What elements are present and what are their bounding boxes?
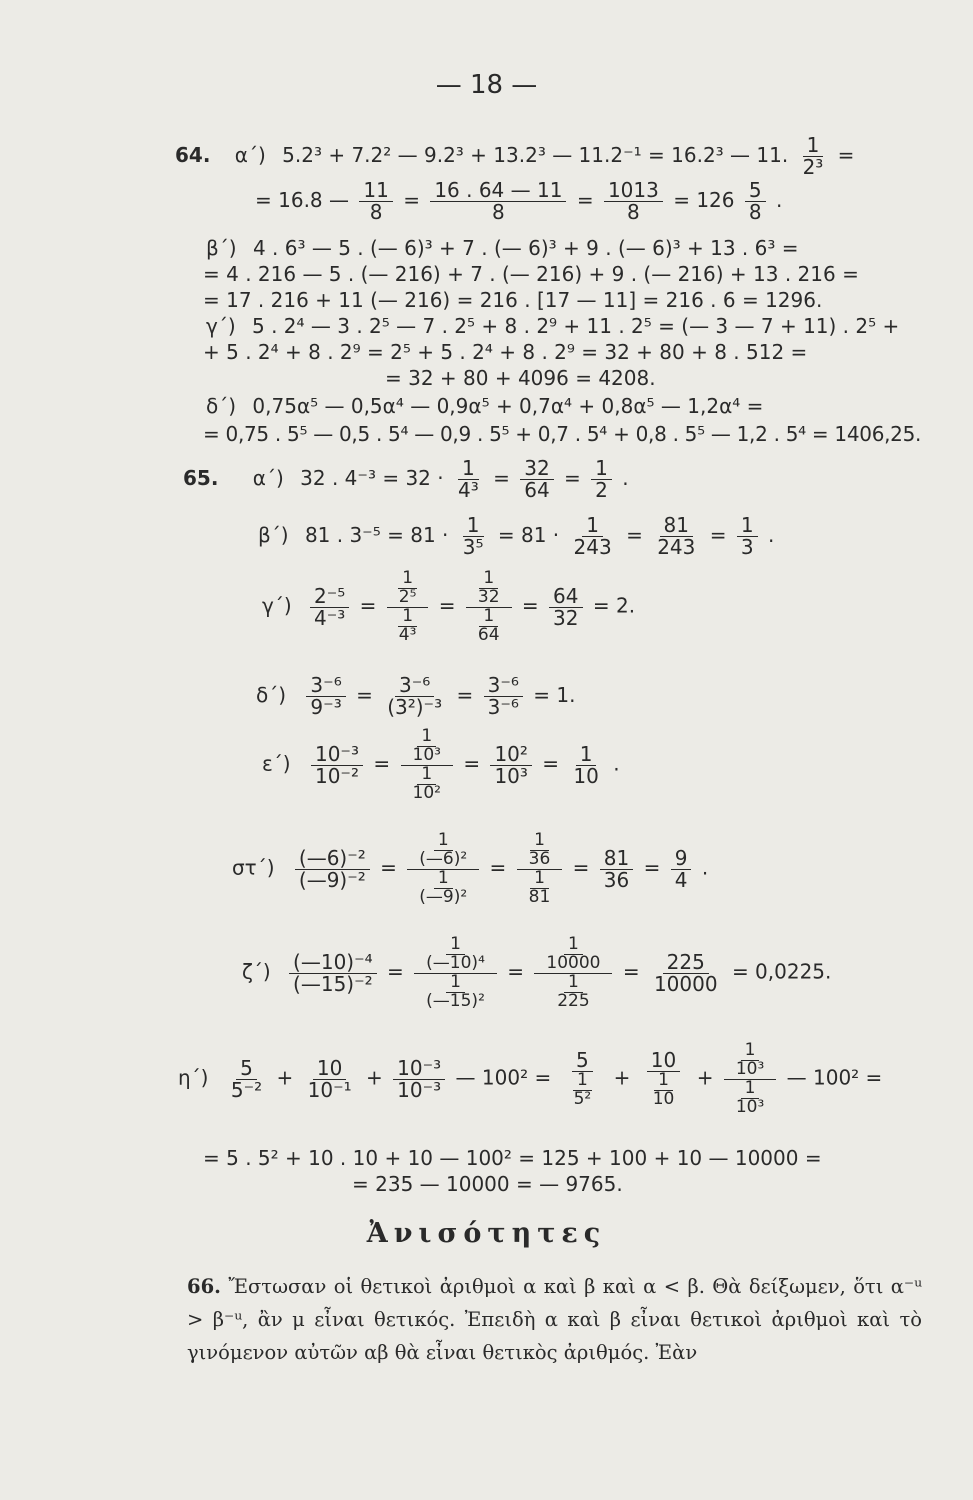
fraction: $\frac{16 . 64 — 11}{8}$ (430, 180, 566, 223)
fraction: $\frac{81}{243}$ (657, 513, 696, 559)
problem-number: 65. (183, 466, 219, 490)
equation-text: = 1. (533, 683, 576, 707)
p65-e: ε΄) $\frac{\text{10⁻³}}{\text{10⁻²}}$ = $\frac{\frac{1}{\text{10³}}}{\frac{1}{\text{10²}}}$ = $\frac{\text{10²}}{\text{10³}}$ = $\frac{1}{10}$ . (262, 726, 620, 803)
fraction: $\frac{\text{2⁻⁵}}{\text{4⁻³}}$ (310, 586, 349, 629)
equation-text: = 2. (592, 593, 636, 618)
fraction: $\frac{\text{3⁻⁶}}{\text{9⁻³}}$ (306, 675, 345, 718)
part-label: ζ΄) (242, 959, 271, 984)
p64-b-line2: = 4 . 216 — 5 . (— 216) + 7 . (— 216) + 9 . (— 216) + 13 . 216 = (203, 262, 859, 286)
p64-a-line1 (175, 135, 854, 178)
fraction: $\frac{\text{(—6)⁻²}}{\text{(—9)⁻²}}$ (295, 848, 370, 891)
part-label: δ΄) (206, 394, 237, 418)
part-label: α΄) (252, 466, 284, 490)
section-heading: Ἀνισότητες (366, 1218, 607, 1249)
fraction: $\frac{1}{\text{2³}}$ (802, 133, 824, 179)
equation-text: = (837, 143, 855, 167)
equation-text: = 81 · (497, 523, 560, 547)
page-number: — 18 — (435, 70, 538, 100)
fraction: $\frac{1}{\text{3⁵}}$ (462, 513, 484, 559)
fraction: $\frac{81}{36}$ (600, 848, 633, 891)
compound-fraction: $\frac{\frac{1}{\text{2⁵}}}{\frac{1}{\text{4³}}}$ (387, 570, 429, 644)
compound-fraction: $\frac{\frac{1}{36}}{\frac{1}{81}}$ (517, 832, 563, 906)
part-label: β΄) (206, 236, 237, 260)
fraction: $\frac{1}{2}$ (591, 458, 612, 501)
fraction: $\frac{\text{(—10)⁻⁴}}{\text{(—15)⁻²}}$ (289, 952, 377, 995)
fraction: $\frac{1}{\text{4³}}$ (457, 456, 479, 502)
fraction: $\frac{\text{3⁻⁶}}{\text{(3²)⁻³}}$ (387, 673, 443, 719)
fraction: $\frac{11}{8}$ (359, 180, 392, 223)
part-label: δ΄) (256, 683, 287, 707)
compound-fraction: $\frac{10}{\frac{1}{10}}$ (641, 1050, 687, 1109)
part-label: α΄) (234, 143, 266, 167)
compound-fraction: $\frac{\frac{1}{\text{10³}}}{\frac{1}{\text{10²}}}$ (401, 728, 453, 802)
p64-d-line1 (206, 394, 763, 418)
equation-text: = (403, 188, 420, 212)
fraction: $\frac{1}{3}$ (737, 515, 758, 558)
part-label: η΄) (178, 1065, 209, 1090)
compound-fraction: $\frac{5}{\frac{1}{\text{5²}}}$ (573, 1047, 592, 1109)
fraction: $\frac{5}{\text{5⁻²}}$ (230, 1055, 263, 1102)
equation-text: 4 . 6³ — 5 . (— 6)³ + 7 . (— 6)³ + 9 . (— 6)³ + 13 . 6³ = (252, 236, 799, 260)
equation-text: = 126 (673, 188, 735, 212)
fraction: $\frac{64}{32}$ (549, 586, 582, 629)
p65-h-line3: = 235 — 10000 = — 9765. (352, 1172, 623, 1196)
p64-b-line1 (206, 236, 799, 260)
equation-text: 0,75α⁵ — 0,5α⁴ — 0,9α⁵ + 0,7α⁴ + 0,8α⁵ — 1,2α⁴ = (252, 394, 764, 418)
part-label: γ΄) (262, 593, 292, 618)
problem-number: 66. (187, 1275, 221, 1298)
compound-fraction: $\frac{\frac{1}{32}}{\frac{1}{64}}$ (466, 570, 512, 644)
p64-c-line3: = 32 + 80 + 4096 = 4208. (385, 366, 656, 390)
equation-text: 81 . 3⁻⁵ = 81 · (304, 523, 449, 547)
p65-st: στ΄) $\frac{\text{(—6)⁻²}}{\text{(—9)⁻²}}$ = $\frac{\frac{1}{\text{(—6)²}}}{\frac{1}{\text{(—9)²}}}$ = $\frac{\frac{1}{36}}{\frac{1}{81}}$ = $\frac{81}{36}$ = $\frac{9}{4}$ . (232, 830, 709, 907)
fraction: $\frac{1}{243}$ (573, 513, 612, 559)
p64-a-line2 (255, 180, 782, 223)
fraction: $\frac{\text{3⁻⁶}}{\text{3⁻⁶}}$ (484, 675, 523, 718)
fraction: $\frac{5}{8}$ (745, 180, 766, 223)
fraction: $\frac{1}{10}$ (573, 741, 599, 788)
fraction: $\frac{32}{64}$ (520, 458, 553, 501)
p64-c-line1 (206, 314, 899, 338)
compound-fraction: $\frac{\frac{1}{\text{(—10)⁴}}}{\frac{1}{\text{(—15)²}}}$ (414, 936, 497, 1010)
equation-text: — 100² = (786, 1065, 883, 1090)
problem-number: 64. (175, 143, 211, 167)
p65-z: ζ΄) $\frac{\text{(—10)⁻⁴}}{\text{(—15)⁻²}}$ = $\frac{\frac{1}{\text{(—10)⁴}}}{\frac{1}{\text{(—15)²}}}$ = $\frac{\frac{1}{10000}}{\frac{1}{225}}$ = $\frac{225}{10000}$ = 0,0225. (242, 934, 832, 1011)
equation-text: — 100² = (455, 1065, 552, 1090)
fraction: $\frac{10}{\text{10⁻¹}}$ (307, 1055, 352, 1102)
part-label: β΄) (258, 523, 289, 547)
p65-c: γ΄) $\frac{\text{2⁻⁵}}{\text{4⁻³}}$ = $\frac{\frac{1}{\text{2⁵}}}{\frac{1}{\text{4³}}}$ = $\frac{\frac{1}{32}}{\frac{1}{64}}$ = $\frac{64}{32}$ = 2. (262, 568, 636, 645)
part-label: στ΄) (232, 855, 275, 880)
equation-text: . (775, 188, 783, 212)
fraction: $\frac{9}{4}$ (671, 848, 692, 891)
fraction: $\frac{1013}{8}$ (604, 180, 663, 223)
compound-fraction: $\frac{\frac{1}{\text{10³}}}{\frac{1}{\text{10³}}}$ (724, 1042, 776, 1116)
paragraph-text: Ἔστωσαν οἱ θετικοὶ ἀριθμοὶ α καὶ β καὶ α < β. Θὰ δείξωμεν, ὅτι α⁻ᵘ > β⁻ᵘ, ἂν μ εἶναι θετικός. Ἐπειδὴ α καὶ β εἶναι θετικοὶ ἀριθμοὶ καὶ τὸ γινόμενον αὐτῶν αβ θὰ εἶναι θετικὸς ἀριθμός. Ἐὰν (187, 1275, 922, 1365)
p64-b-line3: = 17 . 216 + 11 (— 216) = 216 . [17 — 11] = 216 . 6 = 1296. (203, 288, 823, 312)
fraction: $\frac{\text{10⁻³}}{\text{10⁻³}}$ (393, 1058, 445, 1101)
equation-text: 5.2³ + 7.2² — 9.2³ + 13.2³ — 11.2⁻¹ = 16.2³ — 11. (282, 143, 789, 167)
p65-d: δ΄) $\frac{\text{3⁻⁶}}{\text{9⁻³}}$ = $\frac{\text{3⁻⁶}}{\text{(3²)⁻³}}$ = $\frac{\text{3⁻⁶}}{\text{3⁻⁶}}$ = 1. (256, 673, 576, 719)
equation-text: 32 . 4⁻³ = 32 · (300, 466, 444, 490)
fraction: $\frac{225}{10000}$ (653, 949, 718, 996)
p65-b: β΄) 81 . 3⁻⁵ = 81 · $\frac{1}{\text{3⁵}}$ = 81 · $\frac{1}{243}$ = $\frac{81}{243}$ = $\frac{1}{3}$ . (258, 513, 775, 559)
fraction: $\frac{\text{10²}}{\text{10³}}$ (490, 744, 531, 787)
compound-fraction: $\frac{\frac{1}{10000}}{\frac{1}{225}}$ (534, 936, 612, 1010)
part-label: ε΄) (262, 751, 291, 776)
equation-text: = 16.8 — (255, 188, 350, 212)
p65-h-line2: = 5 . 5² + 10 . 10 + 10 — 100² = 125 + 100 + 10 — 10000 = (203, 1146, 822, 1170)
compound-fraction: $\frac{\frac{1}{\text{(—6)²}}}{\frac{1}{\text{(—9)²}}}$ (407, 832, 479, 906)
equation-text: = 0,0225. (731, 959, 832, 984)
equation-text: = (576, 188, 594, 212)
p65-a: 65. α΄) 32 . 4⁻³ = 32 · $\frac{1}{\text{4³}}$ = $\frac{32}{64}$ = $\frac{1}{2}$ . (183, 456, 629, 502)
equation-text: 5 . 2⁴ — 3 . 2⁵ — 7 . 2⁵ + 8 . 2⁹ + 11 . 2⁵ = (— 3 — 7 + 11) . 2⁵ + (252, 314, 900, 338)
p65-h-line1: η΄) $\frac{5}{\text{5⁻²}}$ + $\frac{10}{\text{10⁻¹}}$ + $\frac{\text{10⁻³}}{\text{10⁻³}}$ — 100² = $\frac{5}{\frac{1}{\text{5²}}}$ + $\frac{10}{\frac{1}{10}}$ + $\frac{\frac{1}{\text{10³}}}{\frac{1}{\text{10³}}}$ — 100² = (178, 1040, 883, 1117)
p66-paragraph (187, 1270, 922, 1369)
fraction: $\frac{\text{10⁻³}}{\text{10⁻²}}$ (311, 744, 363, 787)
p64-c-line2: + 5 . 2⁴ + 8 . 2⁹ = 2⁵ + 5 . 2⁴ + 8 . 2⁹ = 32 + 80 + 8 . 512 = (203, 340, 808, 364)
p64-d-line2: = 0,75 . 5⁵ — 0,5 . 5⁴ — 0,9 . 5⁵ + 0,7 . 5⁴ + 0,8 . 5⁵ — 1,2 . 5⁴ = 1406,25. (203, 422, 922, 446)
part-label: γ΄) (206, 314, 236, 338)
